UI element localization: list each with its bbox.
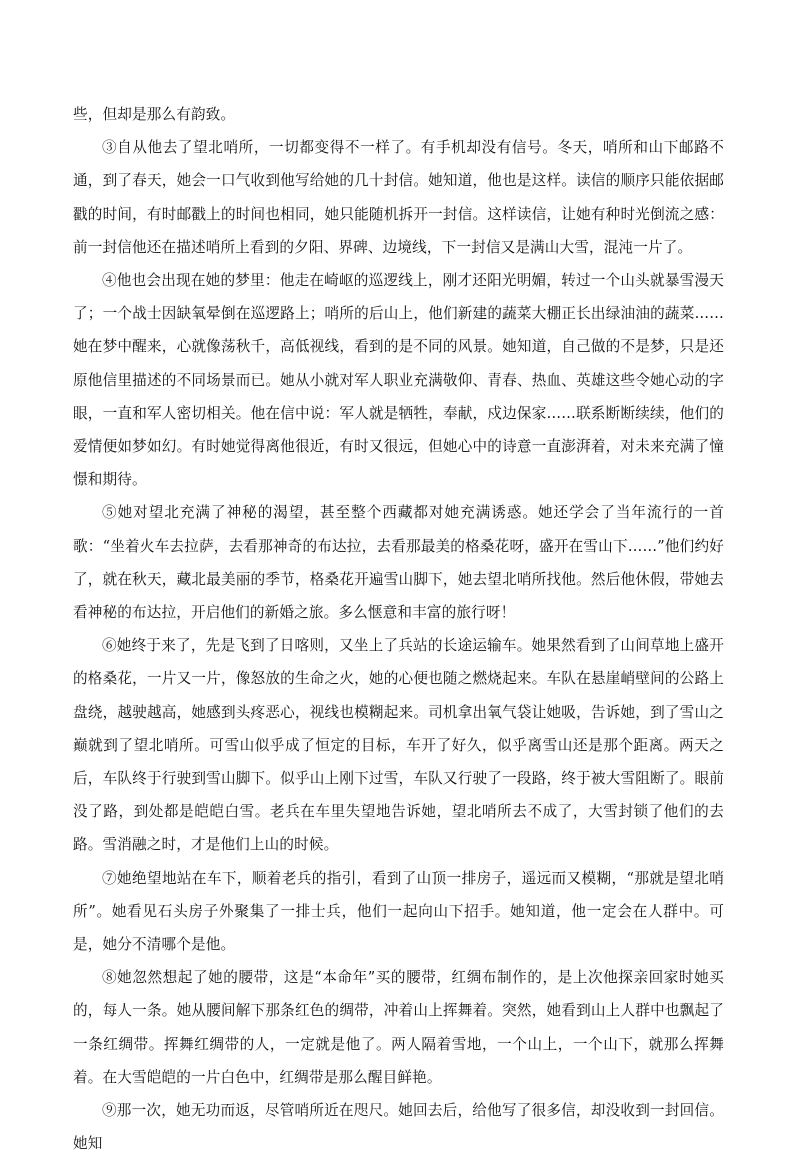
paragraph-3: ③自从他去了望北哨所，一切都变得不一样了。有手机却没有信号。冬天，哨所和山下邮路不通，到了春天，她会一口气收到他写给她的几十封信。她知道，他也是这样。读信的顺序只能依据邮戳的时间，有时邮戳上的时间也相同，她只能随机拆开一封信。这样读信，让她有种时光倒流之感：前一封信他还在描述哨所上看到的夕阳、界碑、边境线，下一封信又是满山大雪，混沌一片了。 [73,139,724,256]
paragraph-7: ⑦她绝望地站在车下，顺着老兵的指引，看到了山顶一排房子，遥远而又模糊，“那就是望北哨所”。她看见石头房子外聚集了一排士兵，他们一起向山下招手。她知道，他一定会在人群中。可是，她分不清哪个是他。 [73,869,724,954]
paragraph-5: ⑤她对望北充满了神秘的渴望，甚至整个西藏都对她充满诱惑。她还学会了当年流行的一首歌：“坐着火车去拉萨，去看那神奇的布达拉，去看那最美的格桑花呀，盛开在雪山下……”他们约好了，就在秋天，藏北最美丽的季节，格桑花开遍雪山脚下，她去望北哨所找他。然后他休假，带她去看神秘的布达拉，开启他们的新婚之旅。多么惬意和丰富的旅行呀！ [73,504,724,622]
paragraph-9: ⑨那一次，她无功而返，尽管哨所近在咫尺。她回去后，给他写了很多信，却没收到一封回信。她知 [73,1102,724,1153]
paragraph-6: ⑥她终于来了，先是飞到了日喀则，又坐上了兵站的长途运输车。她果然看到了山间草地上盛开的格桑花，一片又一片，像怒放的生命之火，她的心便也随之燃烧起来。车队在悬崖峭壁间的公路上盘绕，越驶越高，她感到头疼恶心，视线也模糊起来。司机拿出氧气袋让她吸，告诉她，到了雪山之巅就到了望北哨所。可雪山似乎成了恒定的目标，车开了好久，似乎离雪山还是那个距离。两天之后，车队终于行驶到雪山脚下。似乎山上刚下过雪，车队又行驶了一段路，终于被大雪阻断了。眼前没了路，到处都是皑皑白雪。老兵在车里失望地告诉她，望北哨所去不成了，大雪封锁了他们的去路。雪消融之时，才是他们上山的时候。 [73,637,724,854]
paragraph-4: ④他也会出现在她的梦里：他走在崎岖的巡逻线上，刚才还阳光明媚，转过一个山头就暴雪漫天了；一个战士因缺氧晕倒在巡逻路上；哨所的后山上，他们新建的蔬菜大棚正长出绿油油的蔬菜……她在梦中醒来，心就像荡秋千，高低视线，看到的是不同的风景。她知道，自己做的不是梦，只是还原他信里描述的不同场景而已。她从小就对军人职业充满敬仰、青春、热血、英雄这些令她心动的字眼，一直和军人密切相关。他在信中说：军人就是牺牲，奉献，戍边保家……联系断断续续，他们的爱情便如梦如幻。有时她觉得离他很近，有时又很远，但她心中的诗意一直澎湃着，对未来充满了憧憬和期待。 [73,272,724,489]
paragraph-8: ⑧她忽然想起了她的腰带，这是“本命年”买的腰带，红绸布制作的，是上次他探亲回家时她买的，每人一条。她从腰间解下那条红色的绸带，冲着山上挥舞着。突然，她看到山上人群中也飘起了一条红绸带。挥舞红绸带的人，一定就是他了。两人隔着雪地，一个山上，一个山下，就那么挥舞着。在大雪皑皑的一片白色中，红绸带是那么醒目鲜艳。 [73,969,724,1086]
paragraph-2-continuation: 些，但却是那么有韵致。 [73,106,236,123]
article-body [73,98,724,1161]
